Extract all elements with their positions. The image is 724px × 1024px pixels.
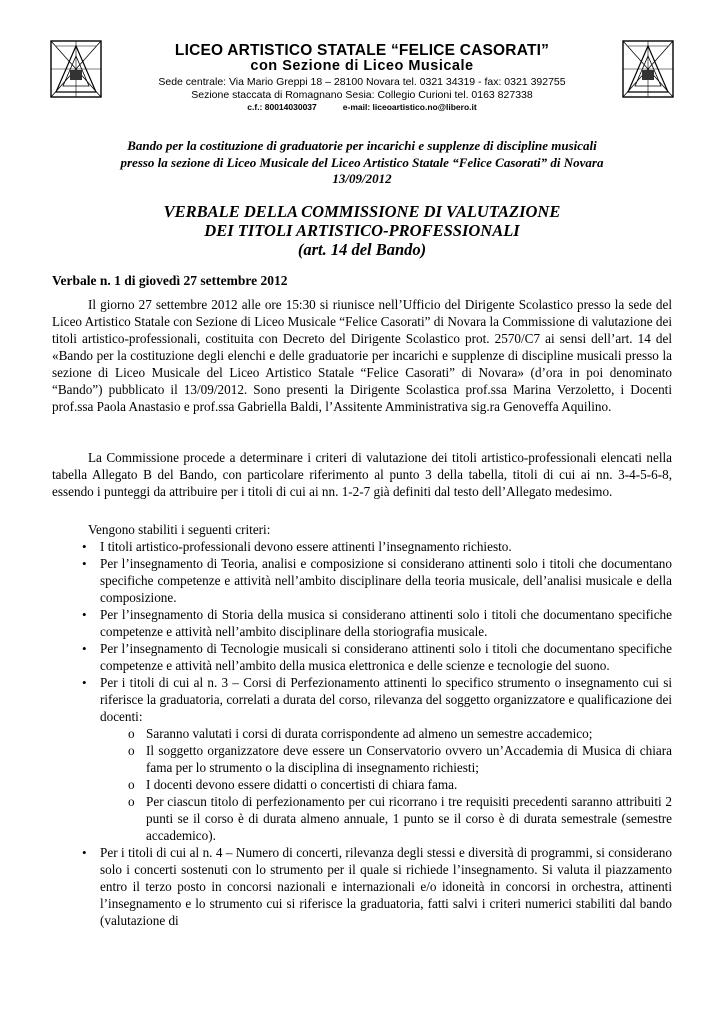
school-address: Sede centrale: Via Mario Greppi 18 – 28100 Novara tel. 0321 34319 - fax: 0321 392755 xyxy=(158,76,566,88)
subcriteria-list xyxy=(100,725,672,844)
subcriterion-text: Per ciascun titolo di perfezionamento per cui ricorrano i tre requisiti precedenti saranno attribuiti 2 punti se il corso è di durata almeno annuale, 1 punto se il corso è di durata semestrale (semestre accademico). xyxy=(146,794,672,843)
criterion-text: I titoli artistico-professionali devono essere attinenti l’insegnamento richiesto. xyxy=(100,539,512,554)
list-item xyxy=(52,555,672,606)
criteria-intro: Vengono stabiliti i seguenti criteri: xyxy=(88,522,271,537)
criteria-section xyxy=(52,521,672,929)
school-subtitle: con Sezione di Liceo Musicale xyxy=(250,58,474,74)
list-item xyxy=(52,776,672,793)
bullet-circle: o xyxy=(128,794,135,809)
bullet-dot: • xyxy=(82,607,87,622)
criterion-text: Per i titoli di cui al n. 3 – Corsi di Perfezionamento attinenti lo specifico strumento o insegnamento cui si riferisce la graduatoria, correlati a durata del corso, rilevanza del soggetto organizzatore e qualificazione dei docenti: xyxy=(100,675,672,724)
title-line-3: (art. 14 del Bando) xyxy=(297,240,427,259)
school-name: LICEO ARTISTICO STATALE “FELICE CASORATI” xyxy=(174,42,550,59)
criteria-list xyxy=(52,538,672,929)
title-line-1: VERBALE DELLA COMMISSIONE DI VALUTAZIONE xyxy=(163,202,561,221)
list-item xyxy=(52,606,672,640)
criterion-text: Per l’insegnamento di Storia della musica si considerano attinenti solo i titoli che documentano specifiche competenze e attività nell’ambito disciplinare della storiografia musicale. xyxy=(100,607,672,639)
title-line-2: DEI TITOLI ARTISTICO-PROFESSIONALI xyxy=(204,221,520,240)
list-item xyxy=(52,844,672,929)
bullet-dot: • xyxy=(82,675,87,690)
school-logo-right xyxy=(622,40,674,98)
bullet-circle: o xyxy=(128,726,135,741)
bullet-circle: o xyxy=(128,777,135,792)
bullet-dot: • xyxy=(82,845,87,860)
list-item xyxy=(52,793,672,844)
bando-heading xyxy=(60,138,664,188)
school-fiscal-info xyxy=(110,102,614,112)
fiscal-code: c.f.: 80014030037 xyxy=(247,102,317,112)
bando-line-2: presso la sezione di Liceo Musicale del Liceo Artistico Statale “Felice Casorati” di Novara xyxy=(120,154,604,170)
bullet-dot: • xyxy=(82,556,87,571)
bullet-dot: • xyxy=(82,539,87,554)
list-item xyxy=(52,725,672,742)
verbale-number: Verbale n. 1 di giovedì 27 settembre 2012 xyxy=(52,273,288,288)
list-item xyxy=(52,640,672,674)
paragraph-procedure-text: La Commissione procede a determinare i criteri di valutazione dei titoli artistico-professionali elencati nella tabella Allegato B del Bando, con particolare riferimento al punto 3 della tabella, titoli di cui ai nn. 3-4-5-6-8, essendo i punteggi da attribuire per i titoli di cui ai nn. 1-2-7 già definiti dal testo dell’Allegato medesimo. xyxy=(52,450,672,499)
list-item xyxy=(52,538,672,555)
subcriterion-text: I docenti devono essere didatti o concertisti di chiara fama. xyxy=(146,777,458,792)
criterion-text: Per i titoli di cui al n. 4 – Numero di concerti, rilevanza degli stessi e diversità di programmi, si considerano solo i concerti sostenuti con lo strumento per il quale si richiede l’insegnamento. Si valuta il piazzamento entro il terzo posto in concorsi nazionali e internazionali e/o idoneità in concorsi in orchestra, attinenti l’insegnamento e lo strumento cui si riferisce la graduatoria, fatti salvi i criteri numerici stabiliti dal bando (valutazione di xyxy=(100,845,672,928)
paragraph-meeting-text: Il giorno 27 settembre 2012 alle ore 15:30 si riunisce nell’Ufficio del Dirigente Scolastico presso la sede del Liceo Artistico Statale con Sezione di Liceo Musicale “Felice Casorati” di Novara la Commissione di valutazione dei titoli artistico-professionali, costituita con Decreto del Dirigente Scolastico prot. 2570/C7 ai sensi dell’art. 14 del «Bando per la costituzione degli elenchi e delle graduatorie per incarichi e supplenze di discipline musicali presso la sezione di Liceo Musicale del Liceo Artistico Statale “Felice Casorati” di Novara» (d’ora in poi denominato “Bando”) pubblicato il 13/09/2012. Sono presenti la Dirigente Scolastica prof.ssa Marina Verzoletto, i Docenti prof.ssa Paola Anastasio e prof.ssa Gabriella Baldi, l’Assitente Amministrativa sig.ra Genoveffa Aquilino. xyxy=(52,297,672,414)
paragraph-procedure xyxy=(52,449,672,500)
list-item xyxy=(52,742,672,776)
paragraph-meeting xyxy=(52,296,672,415)
document-title xyxy=(60,202,664,259)
subcriterion-text: Saranno valutati i corsi di durata corrispondente ad almeno un semestre accademico; xyxy=(146,726,593,741)
criterion-text: Per l’insegnamento di Teoria, analisi e composizione si considerano attinenti solo i titoli che documentano specifiche competenze e attività nell’ambito disciplinare della teoria musicale, dell’analisi musicale e della composizione. xyxy=(100,556,672,605)
bullet-dot: • xyxy=(82,641,87,656)
list-item xyxy=(52,674,672,844)
school-email: e-mail: liceoartistico.no@libero.it xyxy=(342,102,477,112)
subcriterion-text: Il soggetto organizzatore deve essere un Conservatorio ovvero un’Accademia di Musica di chiara fama per lo strumento o la disciplina di insegnamento richiesti; xyxy=(146,743,672,775)
bando-date: 13/09/2012 xyxy=(332,171,392,186)
bando-line-1: Bando per la costituzione di graduatorie per incarichi e supplenze di discipline musicali xyxy=(127,138,597,153)
criterion-text: Per l’insegnamento di Tecnologie musicali si considerano attinenti solo i titoli che documentano specifiche competenze e attività nell’ambito della musica elettronica e delle scienze e tecnologie del suono. xyxy=(100,641,672,673)
school-logo-left xyxy=(50,40,102,98)
bullet-circle: o xyxy=(128,743,135,758)
school-branch: Sezione staccata di Romagnano Sesia: Collegio Curioni tel. 0163 827338 xyxy=(191,89,533,101)
